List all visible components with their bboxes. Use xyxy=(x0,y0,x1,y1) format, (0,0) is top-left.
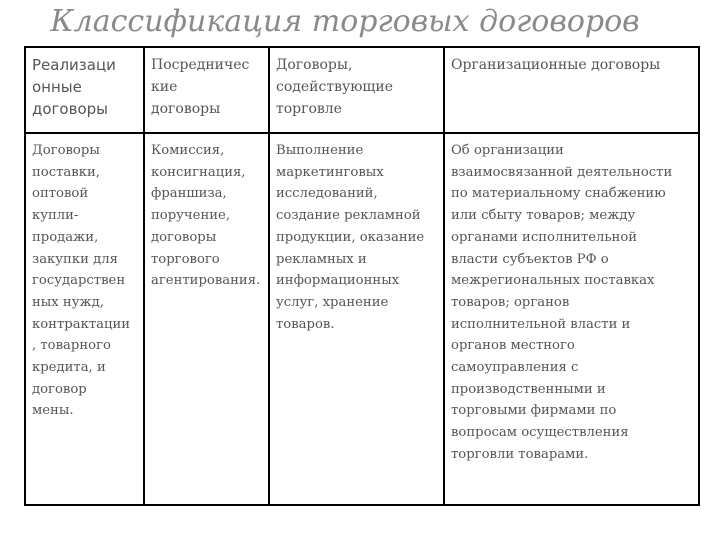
body-cell-trade-support xyxy=(269,133,444,505)
cell-line: маркетинговых xyxy=(276,164,384,180)
cell-line: торговыми фирмами по xyxy=(451,403,617,419)
header-line: Договоры, xyxy=(276,57,353,73)
header-cell-realization xyxy=(25,47,144,133)
cell-line: купли- xyxy=(32,208,79,224)
cell-line: информационных xyxy=(276,273,400,289)
cell-line: мены. xyxy=(32,403,74,419)
cell-line: поставки, xyxy=(32,164,100,180)
cell-line: услуг, хранение xyxy=(276,294,389,310)
cell-line: агентирования. xyxy=(151,273,261,289)
header-cell-organizational xyxy=(444,47,699,133)
cell-line: Выполнение xyxy=(276,143,364,158)
header-line: онные xyxy=(32,78,82,96)
cell-line: франшиза, xyxy=(151,186,227,202)
cell-line: межрегиональных поставках xyxy=(451,273,655,289)
cell-line: Об организации xyxy=(451,143,564,158)
cell-line: договор xyxy=(32,381,87,397)
cell-line: товаров. xyxy=(276,316,335,332)
cell-line: товаров; органов xyxy=(451,294,570,310)
cell-line: продажи, xyxy=(32,229,99,245)
cell-line: Договоры xyxy=(32,143,100,158)
body-cell-intermediary xyxy=(144,133,269,505)
cell-line: поручение, xyxy=(151,208,231,224)
cell-line: Комиссия, xyxy=(151,143,225,158)
cell-line: органов местного xyxy=(451,338,575,354)
cell-line: самоуправления с xyxy=(451,360,579,376)
cell-line: торгового xyxy=(151,251,220,267)
cell-line: договоры xyxy=(151,229,217,245)
cell-line: рекламных и xyxy=(276,251,367,267)
cell-line: создание рекламной xyxy=(276,208,421,224)
cell-line: , товарного xyxy=(32,338,111,354)
header-line: торговле xyxy=(276,101,342,117)
body-cell-realization xyxy=(25,133,144,505)
cell-line: ных нужд, xyxy=(32,294,104,310)
header-line: договоры xyxy=(151,101,221,117)
header-cell-intermediary xyxy=(144,47,269,133)
cell-line: торговли товарами. xyxy=(451,446,589,462)
header-cell-trade-support xyxy=(269,47,444,133)
body-row xyxy=(25,133,699,505)
header-row xyxy=(25,47,699,133)
cell-line: консигнация, xyxy=(151,164,246,180)
cell-line: вопросам осуществления xyxy=(451,425,629,441)
header-line: Организационные договоры xyxy=(451,57,661,73)
cell-line: производственными и xyxy=(451,381,606,397)
header-line: Реализаци xyxy=(32,56,116,74)
cell-line: взаимосвязанной деятельности xyxy=(451,164,673,180)
cell-line: продукции, оказание xyxy=(276,229,425,245)
cell-line: по материальному снабжению xyxy=(451,186,666,202)
cell-line: власти субъектов РФ о xyxy=(451,251,609,267)
body-cell-organizational xyxy=(444,133,699,505)
contracts-table xyxy=(24,46,700,506)
header-line: кие xyxy=(151,79,178,95)
cell-line: кредита, и xyxy=(32,360,106,376)
cell-line: или сбыту товаров; между xyxy=(451,208,636,224)
cell-line: органами исполнительной xyxy=(451,229,638,245)
cell-line: государствен xyxy=(32,273,126,289)
header-line: содействующие xyxy=(276,79,394,95)
cell-line: закупки для xyxy=(32,251,118,267)
cell-line: исполнительной власти и xyxy=(451,316,631,332)
header-line: Посредничес xyxy=(151,57,250,73)
header-line: договоры xyxy=(32,100,108,118)
cell-line: исследований, xyxy=(276,186,378,202)
slide-title: Классификация торговых договоров xyxy=(50,4,640,39)
cell-line: контрактации xyxy=(32,316,131,332)
cell-line: оптовой xyxy=(32,186,89,202)
